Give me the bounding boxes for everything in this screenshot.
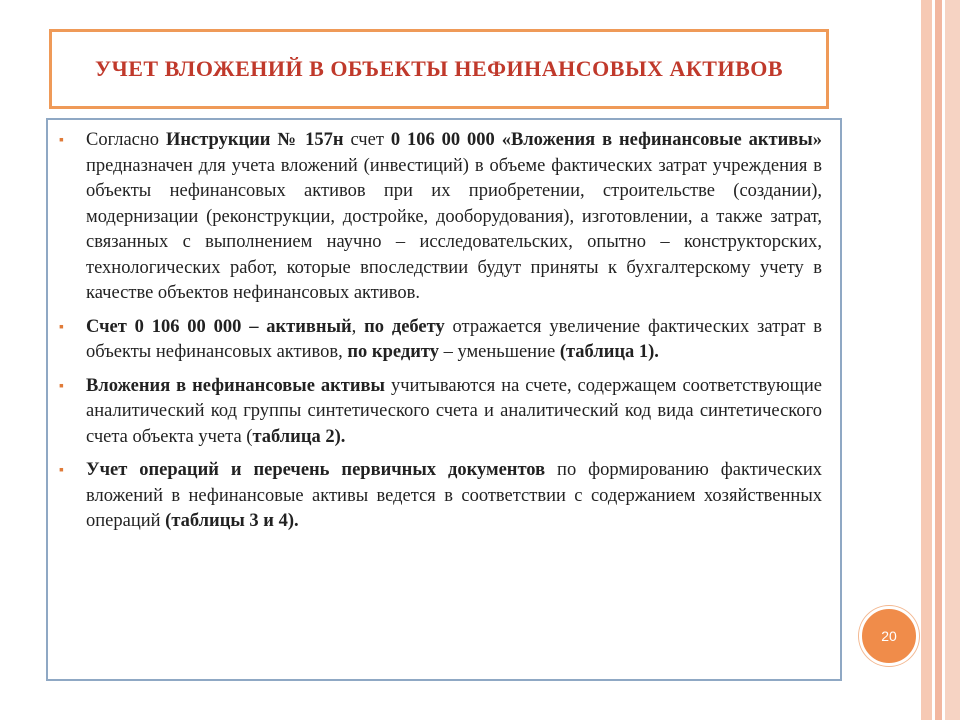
bullet-icon: ▪ <box>59 378 64 394</box>
bullet-list <box>48 120 840 535</box>
decorative-stripe-1 <box>921 0 932 720</box>
list-item: ▪ Счет 0 106 00 000 – активный, по дебету отражается увеличение фактических затрат в объекты нефинансовых активов, по кредиту – уменьшение (таблица 1). <box>59 316 822 362</box>
decorative-stripe-3 <box>945 0 960 720</box>
page-number-badge: 20 <box>859 606 919 666</box>
bullet-icon: ▪ <box>59 319 64 335</box>
list-item: ▪ Учет операций и перечень первичных документов по формированию фактических вложений в нефинансовые активы ведется в соответствии с содержанием хозяйственных операций (таблицы 3 и 4). <box>59 460 823 531</box>
bullet-icon: ▪ <box>59 463 64 478</box>
list-item: ▪ Вложения в нефинансовые активы учитываются на счете, содержащем соответствующие аналитический код группы синтетического счета и аналитический код вида синтетического счета объекта учета (таблица 2). <box>59 375 822 447</box>
list-item: ▪ Согласно Инструкции № 157н счет 0 106 00 000 «Вложения в нефинансовые активы» предназначен для учета вложений (инвестиций) в объеме фактических затрат учреждения в объекты нефинансовых активов при их приобретении, строительстве (создании), модернизации (реконструкции, достройке, дооборудования), изготовлении, а также затрат, связанных с выполнением научно – исследовательских, опытно – конструкторских, технологических работ, которые впоследствии будут приняты к бухгалтерскому учету в качестве объектов нефинансовых активов. <box>59 130 822 303</box>
decorative-stripe-2 <box>935 0 942 720</box>
title-box <box>49 29 829 109</box>
slide-title: УЧЕТ ВЛОЖЕНИЙ В ОБЪЕКТЫ НЕФИНАНСОВЫХ АКТИВОВ <box>94 56 784 81</box>
content-box <box>46 118 842 681</box>
bullet-icon: ▪ <box>59 133 64 148</box>
